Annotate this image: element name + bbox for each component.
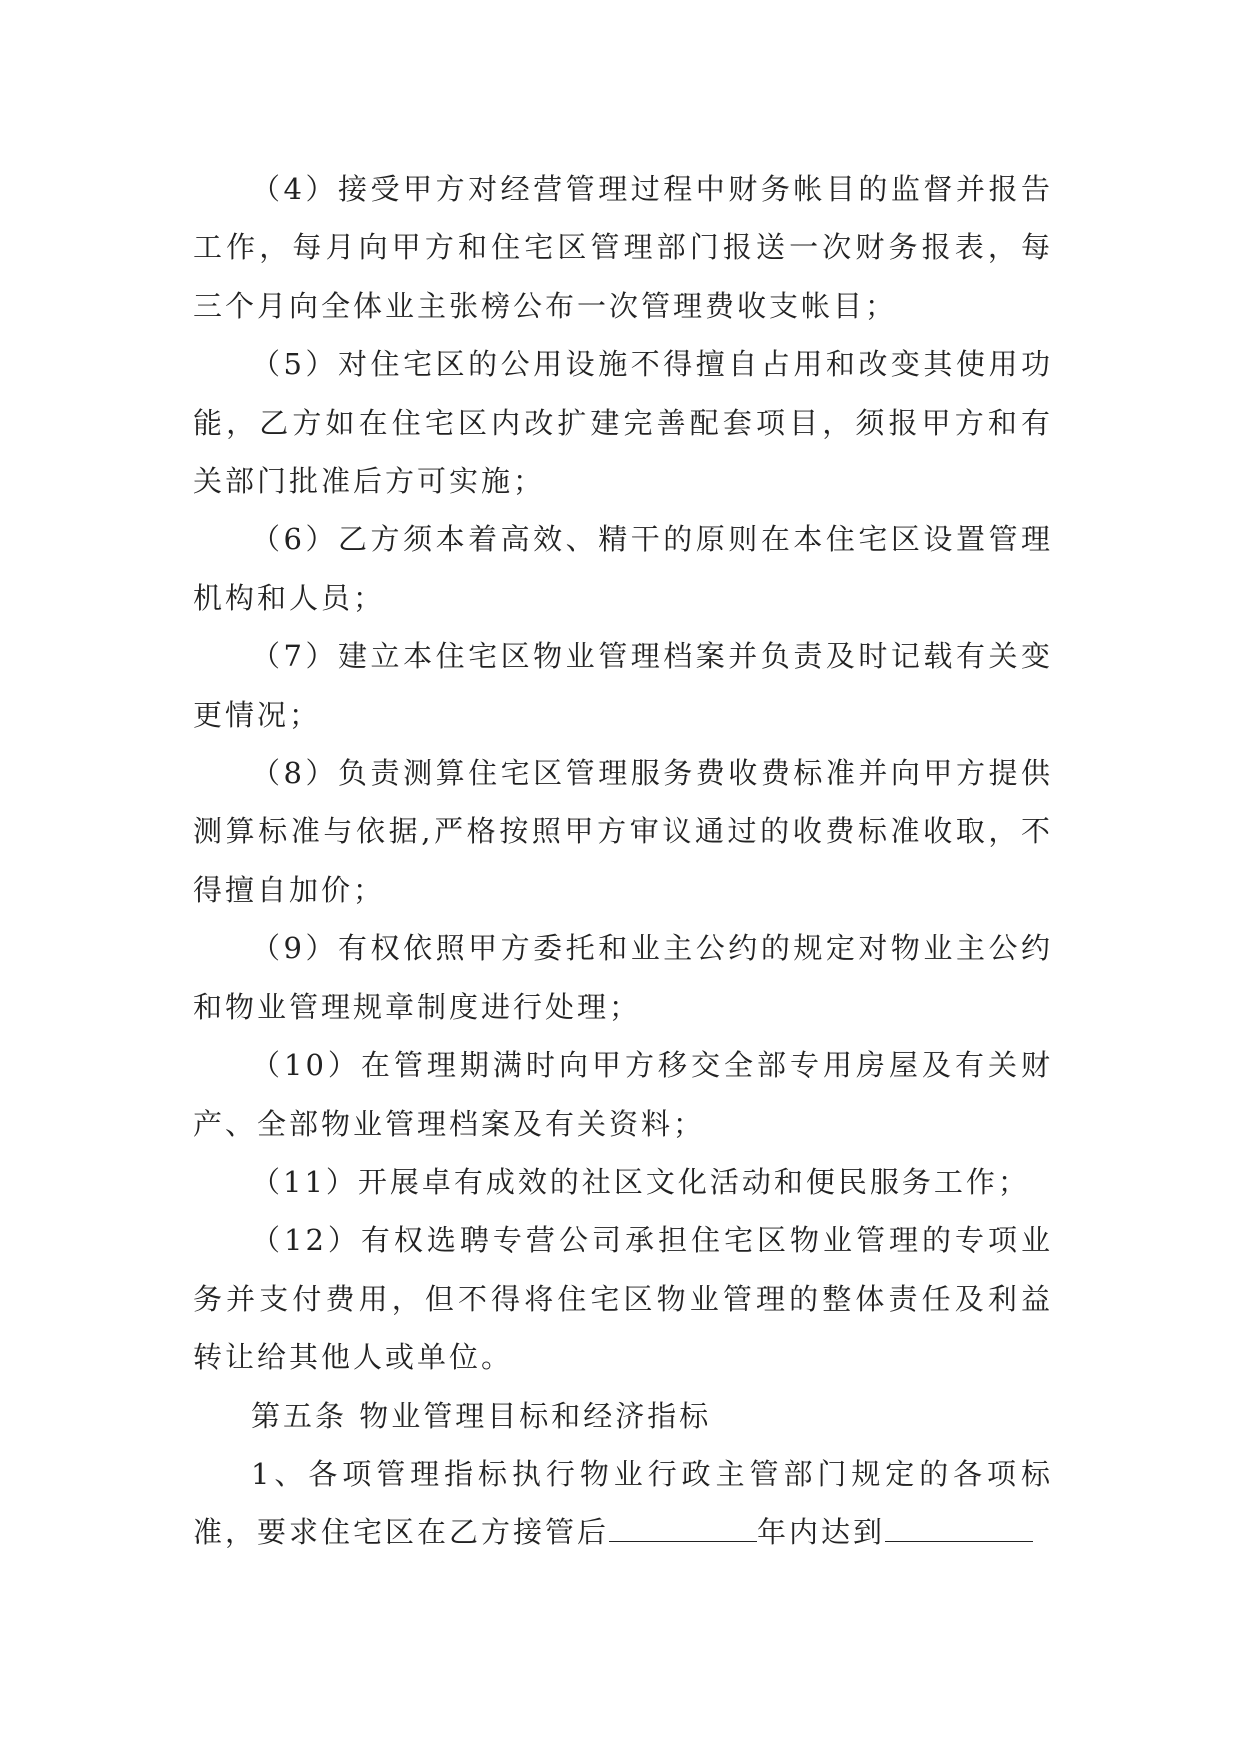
paragraph-targets-text-1: 1、各项管理指标执行物业行政主管部门规定的各项标准，要求住宅区在乙方接管后 bbox=[193, 1456, 1053, 1550]
paragraph-item-12: （12）有权选聘专营公司承担住宅区物业管理的专项业务并支付费用，但不得将住宅区物业管理的整体责任及利益转让给其他人或单位。 bbox=[193, 1223, 1053, 1375]
paragraph-item-11: （11）开展卓有成效的社区文化活动和便民服务工作； bbox=[251, 1164, 1030, 1199]
paragraph-item-4: （4）接受甲方对经营管理过程中财务帐目的监督并报告工作，每月向甲方和住宅区管理部门报送一次财务报表，每三个月向全体业主张榜公布一次管理费收支帐目； bbox=[193, 172, 1053, 323]
section-heading-article-5: 第五条 物业管理目标和经济指标 bbox=[251, 1398, 712, 1433]
paragraph-item-10: （10）在管理期满时向甲方移交全部专用房屋及有关财产、全部物业管理档案及有关资料； bbox=[193, 1048, 1053, 1141]
fill-blank-years bbox=[609, 1517, 757, 1542]
paragraph-item-9: （9）有权依照甲方委托和业主公约的规定对物业主公约和物业管理规章制度进行处理； bbox=[193, 931, 1053, 1024]
paragraph-item-7: （7）建立本住宅区物业管理档案并负责及时记载有关变更情况； bbox=[193, 639, 1053, 732]
paragraph-item-5: （5）对住宅区的公用设施不得擅自占用和改变其使用功能，乙方如在住宅区内改扩建完善配套项目，须报甲方和有关部门批准后方可实施； bbox=[193, 347, 1053, 499]
document-page bbox=[193, 160, 1053, 1562]
paragraph-item-6: （6）乙方须本着高效、精干的原则在本住宅区设置管理机构和人员； bbox=[193, 522, 1053, 615]
paragraph-targets bbox=[193, 1445, 1053, 1562]
paragraph-targets-text-2: 年内达到 bbox=[757, 1515, 886, 1550]
fill-blank-standard bbox=[885, 1517, 1033, 1542]
paragraph-item-8: （8）负责测算住宅区管理服务费收费标准并向甲方提供测算标准与依据,严格按照甲方审议通过的收费标准收取，不得擅自加价； bbox=[193, 756, 1053, 907]
